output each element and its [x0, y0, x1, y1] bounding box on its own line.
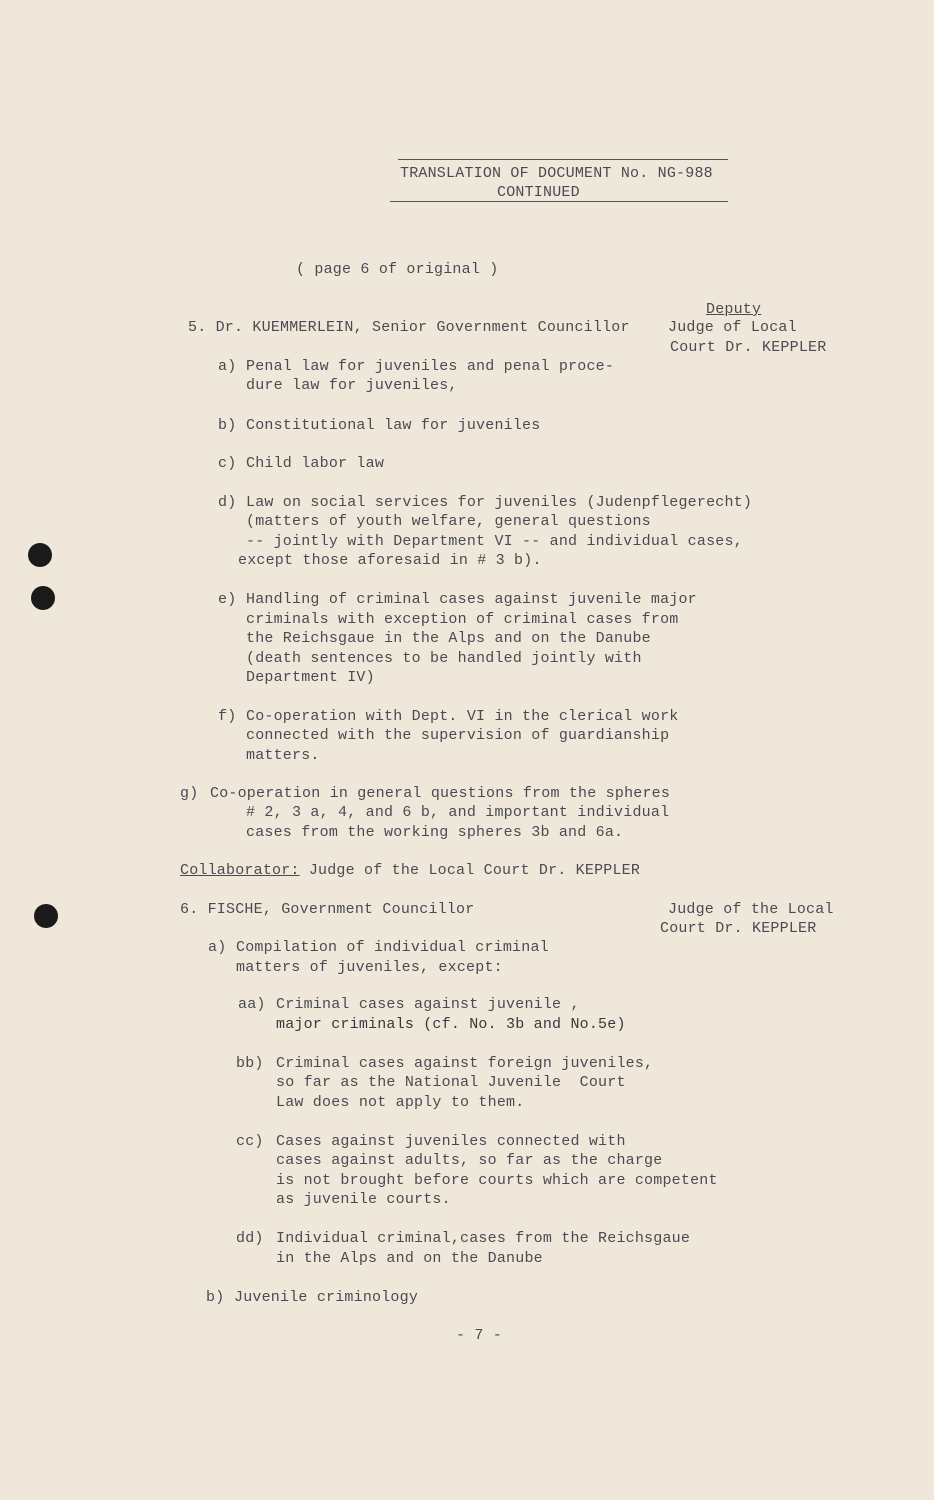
item-label: a)	[218, 358, 237, 375]
subitem-label: dd)	[236, 1230, 264, 1247]
subitem-line: major criminals (cf. No. 3b and No.5e)	[276, 1016, 626, 1033]
page-reference: ( page 6 of original )	[296, 261, 499, 278]
subitem-line: as juvenile courts.	[276, 1191, 451, 1208]
header-rule-top	[398, 159, 728, 160]
item-line: Law on social services for juveniles (Judenpflegerecht)	[246, 494, 753, 511]
subitem-line: so far as the National Juvenile Court	[276, 1074, 626, 1091]
item-line: cases from the working spheres 3b and 6a.	[246, 824, 624, 841]
deputy-label: Deputy	[706, 301, 762, 318]
item-line: Co-operation in general questions from the spheres	[210, 785, 671, 802]
item-line: Department IV)	[246, 669, 375, 686]
punch-hole-2	[31, 586, 55, 610]
subitem-line: Criminal cases against juvenile ,	[276, 996, 580, 1013]
subitem-label: cc)	[236, 1133, 264, 1150]
item-line: connected with the supervision of guardianship	[246, 727, 670, 744]
item-line: matters.	[246, 747, 320, 764]
item-label: d)	[218, 494, 237, 511]
subitem-label: bb)	[236, 1055, 264, 1072]
header-continued: CONTINUED	[497, 184, 580, 201]
header-rule-bottom	[390, 201, 728, 202]
deputy-line-2: Judge of Local	[668, 319, 797, 336]
item-label: a)	[208, 939, 227, 956]
item-line: dure law for juveniles,	[246, 377, 458, 394]
subitem-line: Law does not apply to them.	[276, 1094, 525, 1111]
section6-title: 6. FISCHE, Government Councillor	[180, 901, 475, 918]
item-label: f)	[218, 708, 237, 725]
collaborator-label: Collaborator:	[180, 862, 300, 879]
item-line: except those aforesaid in # 3 b).	[238, 552, 542, 569]
item-line: # 2, 3 a, 4, and 6 b, and important individual	[246, 804, 670, 821]
subitem-line: Individual criminal,cases from the Reichsgaue	[276, 1230, 691, 1247]
subitem-label: aa)	[238, 996, 266, 1013]
item-label: e)	[218, 591, 237, 608]
item-line: the Reichsgaue in the Alps and on the Danube	[246, 630, 651, 647]
subitem-line: cases against adults, so far as the charge	[276, 1152, 663, 1169]
subitem-line: in the Alps and on the Danube	[276, 1250, 543, 1267]
header-title: TRANSLATION OF DOCUMENT No. NG-988	[400, 165, 713, 182]
item-line: Child labor law	[246, 455, 385, 472]
item-line: -- jointly with Department VI -- and individual cases,	[246, 533, 743, 550]
punch-hole-3	[34, 904, 58, 928]
item-line: Handling of criminal cases against juvenile major	[246, 591, 697, 608]
page-number: - 7 -	[456, 1327, 503, 1344]
item-label: g)	[180, 785, 199, 802]
collaborator-text: Judge of the Local Court Dr. KEPPLER	[299, 862, 641, 879]
item-label: b)	[218, 417, 237, 434]
item-line: Penal law for juveniles and penal proce-	[246, 358, 615, 375]
item-line: Co-operation with Dept. VI in the clerical work	[246, 708, 679, 725]
item-line: matters of juveniles, except:	[236, 959, 503, 976]
item-label: b)	[206, 1289, 225, 1306]
subitem-line: Criminal cases against foreign juveniles,	[276, 1055, 654, 1072]
item-line: (matters of youth welfare, general questions	[246, 513, 651, 530]
section5-title: 5. Dr. KUEMMERLEIN, Senior Government Councillor	[188, 319, 630, 336]
deputy-line-3: Court Dr. KEPPLER	[670, 339, 827, 356]
subitem-line: Cases against juveniles connected with	[276, 1133, 626, 1150]
item-line: Constitutional law for juveniles	[246, 417, 541, 434]
collaborator-line	[180, 861, 640, 881]
subitem-line: is not brought before courts which are competent	[276, 1172, 718, 1189]
punch-hole-1	[28, 543, 52, 567]
item-line: (death sentences to be handled jointly with	[246, 650, 642, 667]
section6-deputy-line-2: Court Dr. KEPPLER	[660, 920, 817, 937]
item-line: Compilation of individual criminal	[236, 939, 549, 956]
item-line: criminals with exception of criminal cases from	[246, 611, 679, 628]
item-line: Juvenile criminology	[234, 1289, 419, 1306]
section6-deputy-line-1: Judge of the Local	[668, 901, 834, 918]
item-label: c)	[218, 455, 237, 472]
